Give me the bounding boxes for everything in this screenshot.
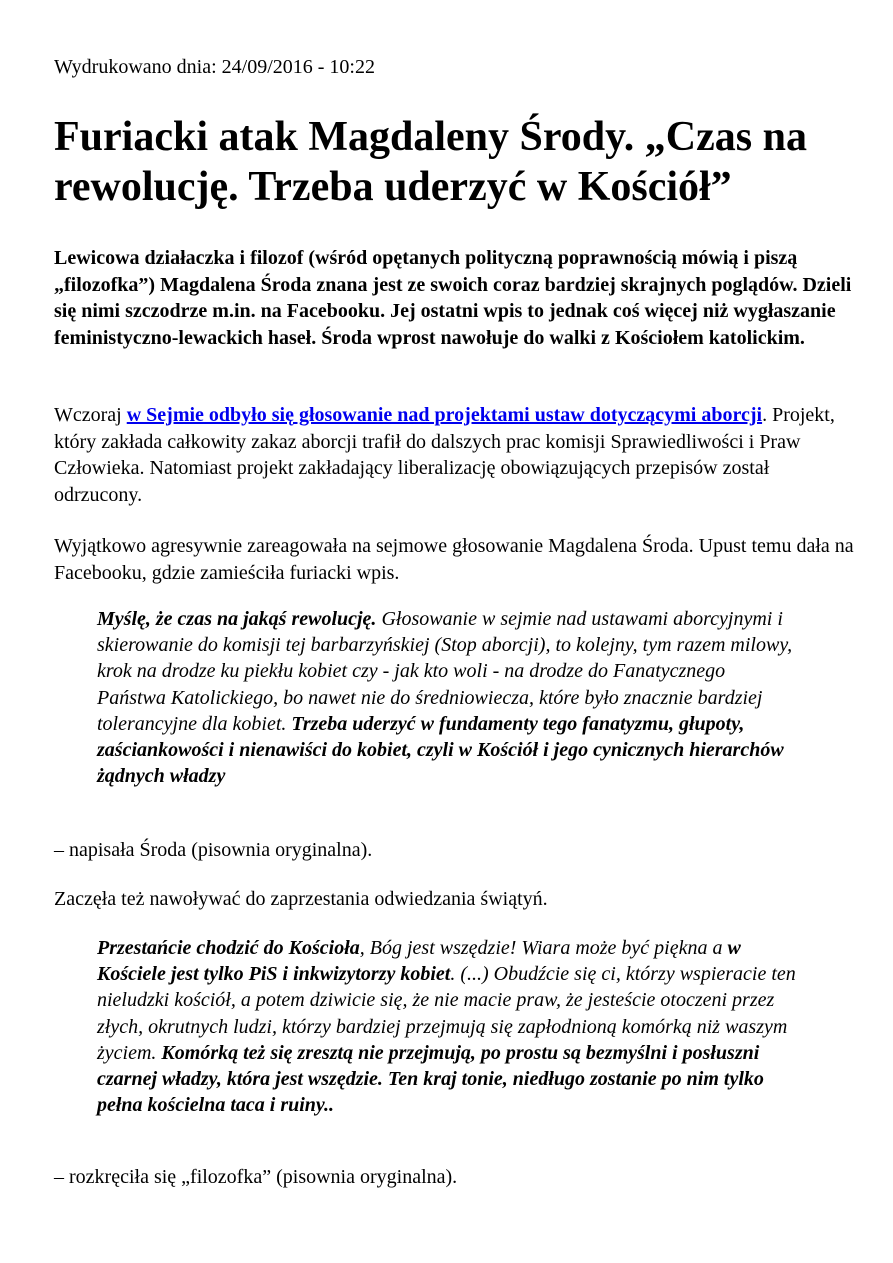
print-date: Wydrukowano dnia: 24/09/2016 - 10:22 (54, 56, 375, 78)
paragraph-reaction: Wyjątkowo agresywnie zareagowała na sejmowe głosowanie Magdalena Środa. Upust temu dała na Facebooku, gdzie zamieściła furiacki wpis. (54, 535, 854, 584)
paragraph-attribution-1: – napisała Środa (pisownia oryginalna). (54, 839, 373, 861)
quote-text: Głosowanie w sejmie nad ustawami aborcyjnymi i skierowanie do komisji tej barbarzyńskiej (Stop aborcji), to kolejny, tym razem milowy, krok na drodze ku piekłu kobiet czy - jak kto woli - na drodze do Fanatycznego Państwa Katolickiego, bo nawet nie do średniowiecza, które było znacznie bardziej tolerancyjne dla kobiet. (97, 608, 793, 735)
quote-bold: Trzeba uderzyć w fundamenty tego fanatyzmu, głupoty, zaściankowości i nienawiści do kobiet, czyli w Kościół i jego cynicznych hierarchów żądnych władzy (97, 712, 784, 788)
paragraph-text: . Projekt, który zakłada całkowity zakaz aborcji trafił do dalszych prac komisji Sprawiedliwości i Praw Człowieka. Natomiast projekt zakładający liberalizację obowiązujących przepisów został odrzucony. (54, 404, 835, 506)
quote-revolution (97, 606, 797, 789)
quote-bold: w Kościele jest tylko PiS i inkwizytorzy kobiet (97, 937, 741, 986)
sejm-vote-link[interactable]: w Sejmie odbyło się głosowanie nad projektami ustaw dotyczącymi aborcji (126, 404, 763, 426)
quote-text: , Bóg jest wszędzie! Wiara może być piękna a (359, 937, 728, 959)
quote-text: . (...) Obudźcie się ci, którzy wspieracie ten nieludzki kościół, a potem dziwicie się, że nie macie praw, że jesteście otoczeni przez złych, okrutnych ludzi, którzy bardziej przejmują się zapłodnioną komórką niż waszym życiem. (97, 963, 796, 1064)
paragraph-text: Wczoraj (54, 404, 127, 426)
quote-bold: Komórką też się zresztą nie przejmują, po prostu są bezmyślni i posłuszni czarnej władzy, która jest wszędzie. Ten kraj tonie, niedługo zostanie po nim tylko pełna kościelna taca i ruiny.. (97, 1041, 764, 1117)
quote-churches (97, 935, 797, 1118)
paragraph-attribution-2: – rozkręciła się „filozofka” (pisownia oryginalna). (54, 1166, 458, 1188)
article-title: Furiacki atak Magdaleny Środy. „Czas na rewolucję. Trzeba uderzyć w Kościół” (54, 114, 807, 210)
quote-bold: Myślę, że czas na jakąś rewolucję. (97, 608, 377, 630)
paragraph-sejm-vote (54, 402, 854, 508)
article-lead: Lewicowa działaczka i filozof (wśród opętanych polityczną poprawnością mówią i piszą „filozofka”) Magdalena Środa znana jest ze swoich coraz bardziej skrajnych poglądów. Dzieli się nimi szczodrze m.in. na Facebooku. Jej ostatni wpis to jednak coś więcej niż wygłaszanie feministyczno-lewackich haseł. Środa wprost nawołuje do walki z Kościołem katolickim. (54, 247, 852, 349)
quote-bold: Przestańcie chodzić do Kościoła (97, 937, 360, 959)
paragraph-churches: Zaczęła też nawoływać do zaprzestania odwiedzania świątyń. (54, 888, 548, 910)
